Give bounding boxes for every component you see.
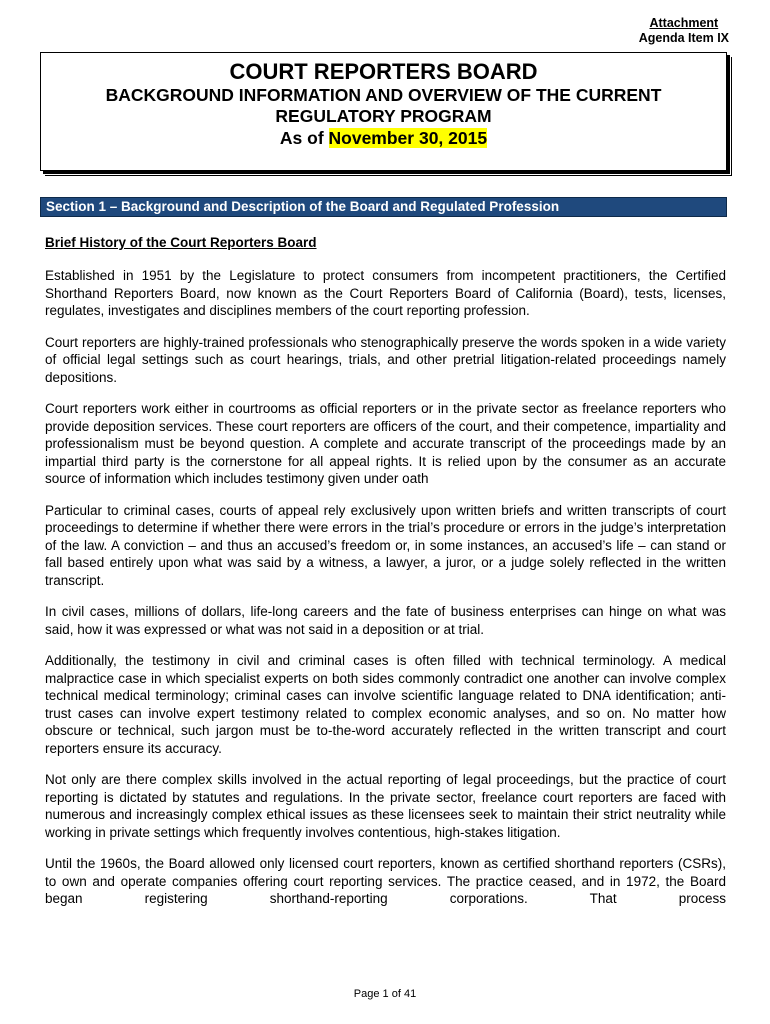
- page-number: Page 1 of 41: [353, 988, 417, 1000]
- subtitle-line-1: BACKGROUND INFORMATION AND OVERVIEW OF THE CURRENT: [105, 85, 662, 105]
- paragraph: Additionally, the testimony in civil and criminal cases is often filled with technical terminology. A medical malpractice case in which specialist experts on both sides commonly contradict one another can involve complex technical medical terminology; criminal cases can involve scientific language related to DNA identification; anti-trust cases can involve expert testimony related to complex economic analyses, and so on. No matter how obscure or technical, such jargon must be to-the-word accurately reflected in the written transcript and court reporters ensure its accuracy.: [45, 653, 726, 756]
- paragraph: Court reporters are highly-trained professionals who stenographically preserve the words spoken in a wide variety of official legal settings such as court hearings, trials, and other pretrial litigation-related proceedings namely depositions.: [45, 334, 726, 385]
- document-title: COURT REPORTERS BOARD: [229, 59, 538, 84]
- title-box: [40, 52, 727, 171]
- as-of-prefix: As of: [279, 128, 329, 148]
- attachment-label: [639, 16, 729, 46]
- paragraph: Court reporters work either in courtrooms as official reporters or in the private sector as freelance reporters who provide deposition services. These court reporters are officers of the court, and their competence, impartiality and professionalism must be beyond question. A complete and accurate transcript of the proceedings made by an impartial third party is the cornerstone for all appeal rights. It is relied upon by the consumer as an accurate source of information which includes testimony given under oath: [45, 401, 726, 486]
- as-of-line: [41, 127, 726, 149]
- subheading: Brief History of the Court Reporters Board: [45, 235, 317, 250]
- paragraph: Until the 1960s, the Board allowed only licensed court reporters, known as certified shorthand reporters (CSRs), to own and operate companies offering court reporting services. The practice ceased, and in 1972, the Board began registering shorthand-reporting corporations. That process: [45, 856, 726, 906]
- agenda-item-line: Agenda Item IX: [638, 31, 729, 45]
- paragraph: Established in 1951 by the Legislature to protect consumers from incompetent practitioners, the Certified Shorthand Reporters Board, now known as the Court Reporters Board of California (Board), tests, licenses, regulates, investigates and disciplines members of the court reporting profession.: [45, 268, 726, 318]
- attachment-line: Attachment: [649, 16, 719, 30]
- section-heading-bar: Section 1 – Background and Description of the Board and Regulated Profession: [40, 197, 727, 217]
- subtitle-line-2: REGULATORY PROGRAM: [275, 106, 492, 126]
- paragraph: Not only are there complex skills involved in the actual reporting of legal proceedings, but the practice of court reporting is dictated by statutes and regulations. In the private sector, freelance court reporters are faced with numerous and increasingly complex ethical issues as these licensees seek to maintain their strict neutrality while working in private settings which frequently involves contentious, high-stakes litigation.: [45, 772, 726, 840]
- paragraph: In civil cases, millions of dollars, life-long careers and the fate of business enterprises can hinge on what was said, how it was expressed or what was not said in a deposition or at trial.: [45, 604, 726, 637]
- paragraph: Particular to criminal cases, courts of appeal rely exclusively upon written briefs and written transcripts of court proceedings to determine if whether there were errors in the trial’s procedure or errors in the judge’s interpretation of the law. A conviction – and thus an accused’s freedom or, in some instances, an accused’s life – can stand or fall based entirely upon what was said by a witness, a lawyer, a juror, or a judge solely reflected in the written transcript.: [45, 502, 726, 588]
- as-of-date: November 30, 2015: [328, 128, 488, 148]
- document-body: [45, 234, 726, 922]
